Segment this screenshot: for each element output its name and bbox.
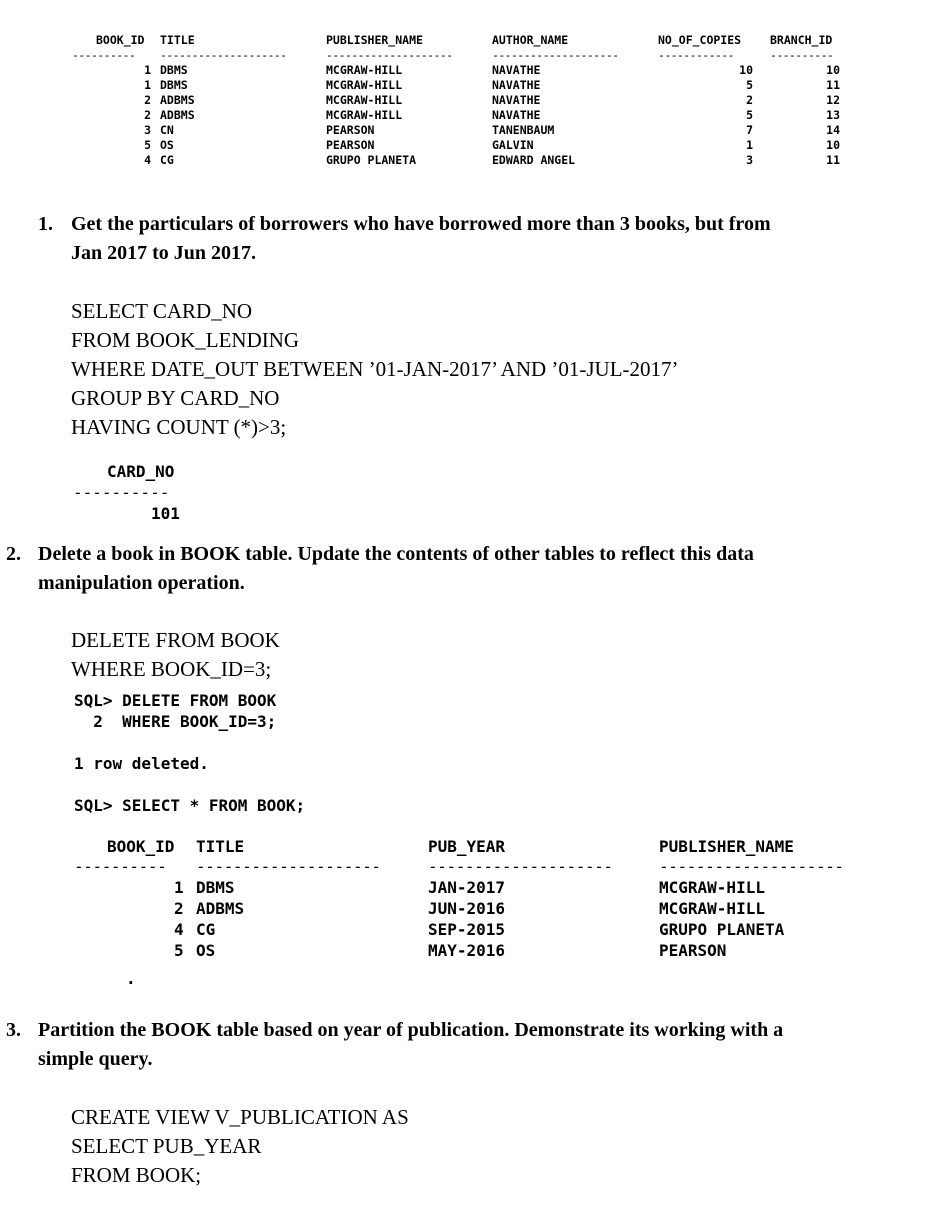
copies-cell: 10 [739, 63, 753, 77]
sql-line: CREATE VIEW V_PUBLICATION AS [71, 1105, 409, 1129]
book-id-cell: 2 [144, 93, 151, 107]
result-value: 101 [151, 504, 180, 523]
book-id-cell: 1 [144, 63, 151, 77]
separator: ---------- [74, 857, 167, 876]
separator: ---------- [770, 48, 834, 62]
table-row [0, 108, 934, 123]
table-row [0, 63, 934, 78]
result-header: CARD_NO [107, 462, 175, 481]
title-cell: CG [160, 153, 174, 167]
col-header-title: TITLE [160, 33, 195, 47]
col-header-book-id: BOOK_ID [107, 837, 175, 856]
publisher-cell: PEARSON [326, 123, 375, 137]
book-id-cell: 2 [144, 108, 151, 122]
separator: -------------------- [196, 857, 381, 876]
table-row [0, 940, 934, 961]
book-id-cell: 1 [174, 878, 184, 897]
table-row [0, 919, 934, 940]
author-cell: EDWARD ANGEL [492, 153, 576, 167]
col-header-publisher-name: PUBLISHER_NAME [659, 837, 794, 856]
question-text-line-2: manipulation operation. [38, 572, 245, 594]
author-cell: NAVATHE [492, 93, 541, 107]
col-header-author-name: AUTHOR_NAME [492, 33, 569, 47]
pub-year-cell: JAN-2017 [428, 878, 506, 897]
separator: -------------------- [160, 48, 287, 62]
title-cell: OS [160, 138, 174, 152]
col-header-pub-year: PUB_YEAR [428, 837, 506, 856]
separator: -------------------- [659, 857, 844, 876]
question-number: 3. [6, 1019, 21, 1041]
title-cell: CN [160, 123, 174, 137]
separator: -------------------- [428, 857, 613, 876]
sql-line: SELECT CARD_NO [71, 299, 253, 323]
publisher-cell: MCGRAW-HILL [659, 878, 765, 897]
col-header-title: TITLE [196, 837, 245, 856]
publisher-cell: MCGRAW-HILL [659, 899, 765, 918]
book-id-cell: 1 [144, 78, 151, 92]
title-cell: DBMS [160, 63, 188, 77]
table-row [0, 123, 934, 138]
separator: ------------ [658, 48, 734, 62]
console-result: 1 row deleted. [74, 754, 209, 773]
title-cell: ADBMS [160, 93, 195, 107]
book-id-cell: 2 [174, 899, 184, 918]
sql-line: SELECT PUB_YEAR [71, 1134, 262, 1158]
copies-cell: 5 [746, 78, 753, 92]
copies-cell: 5 [746, 108, 753, 122]
question-text-line-2: Jan 2017 to Jun 2017. [71, 242, 257, 264]
sql-line: FROM BOOK; [71, 1163, 202, 1187]
question-text-line-1: Get the particulars of borrowers who have borrowed more than 3 books, but from [71, 213, 771, 235]
branch-cell: 14 [826, 123, 840, 137]
title-cell: DBMS [196, 878, 235, 897]
branch-cell: 10 [826, 63, 840, 77]
publisher-cell: PEARSON [326, 138, 375, 152]
book-id-cell: 4 [174, 920, 184, 939]
publisher-cell: MCGRAW-HILL [326, 108, 403, 122]
console-prompt: SQL> DELETE FROM BOOK [74, 691, 277, 710]
author-cell: NAVATHE [492, 78, 541, 92]
question-text-line-1: Delete a book in BOOK table. Update the contents of other tables to reflect this data [38, 543, 754, 565]
sql-line: DELETE FROM BOOK [71, 628, 280, 652]
pub-year-cell: JUN-2016 [428, 899, 506, 918]
publisher-cell: MCGRAW-HILL [326, 93, 403, 107]
copies-cell: 7 [746, 123, 753, 137]
publisher-cell: PEARSON [659, 941, 727, 960]
col-header-no-of-copies: NO_OF_COPIES [658, 33, 742, 47]
title-cell: DBMS [160, 78, 188, 92]
book-id-cell: 5 [174, 941, 184, 960]
book-id-cell: 3 [144, 123, 151, 137]
publisher-cell: MCGRAW-HILL [326, 78, 403, 92]
col-header-publisher-name: PUBLISHER_NAME [326, 33, 423, 47]
pub-year-cell: MAY-2016 [428, 941, 506, 960]
console-prompt: SQL> SELECT * FROM BOOK; [74, 796, 306, 815]
author-cell: NAVATHE [492, 63, 541, 77]
question-number: 2. [6, 543, 21, 565]
table-row [0, 78, 934, 93]
separator: -------------------- [492, 48, 619, 62]
book-id-cell: 4 [144, 153, 151, 167]
author-cell: GALVIN [492, 138, 534, 152]
branch-cell: 11 [826, 78, 840, 92]
pub-year-cell: SEP-2015 [428, 920, 506, 939]
title-cell: CG [196, 920, 216, 939]
question-text-line-2: simple query. [38, 1048, 153, 1070]
copies-cell: 2 [746, 93, 753, 107]
branch-cell: 10 [826, 138, 840, 152]
console-prompt: 2 WHERE BOOK_ID=3; [74, 712, 277, 731]
publisher-cell: MCGRAW-HILL [326, 63, 403, 77]
table-row [0, 138, 934, 153]
sql-line: GROUP BY CARD_NO [71, 386, 280, 410]
sql-line: HAVING COUNT (*)>3; [71, 415, 287, 439]
sql-line: WHERE BOOK_ID=3; [71, 657, 272, 681]
author-cell: TANENBAUM [492, 123, 555, 137]
table-row [0, 93, 934, 108]
title-cell: ADBMS [160, 108, 195, 122]
copies-cell: 1 [746, 138, 753, 152]
table-row [0, 153, 934, 168]
sql-line: FROM BOOK_LENDING [71, 328, 300, 352]
branch-cell: 12 [826, 93, 840, 107]
book-id-cell: 5 [144, 138, 151, 152]
title-cell: OS [196, 941, 216, 960]
table-row [0, 898, 934, 919]
table-row [0, 877, 934, 898]
col-header-book-id: BOOK_ID [96, 33, 145, 47]
publisher-cell: GRUPO PLANETA [659, 920, 785, 939]
question-text-line-1: Partition the BOOK table based on year of publication. Demonstrate its working with a [38, 1019, 784, 1041]
trailing-dot: . [126, 969, 136, 988]
sql-line: WHERE DATE_OUT BETWEEN ’01-JAN-2017’ AND ’01-JUL-2017’ [71, 357, 679, 381]
branch-cell: 11 [826, 153, 840, 167]
question-number: 1. [38, 213, 53, 235]
author-cell: NAVATHE [492, 108, 541, 122]
title-cell: ADBMS [196, 899, 245, 918]
result-separator: ---------- [73, 483, 170, 502]
separator: -------------------- [326, 48, 453, 62]
col-header-branch-id: BRANCH_ID [770, 33, 833, 47]
separator: ---------- [72, 48, 136, 62]
copies-cell: 3 [746, 153, 753, 167]
publisher-cell: GRUPO PLANETA [326, 153, 417, 167]
branch-cell: 13 [826, 108, 840, 122]
